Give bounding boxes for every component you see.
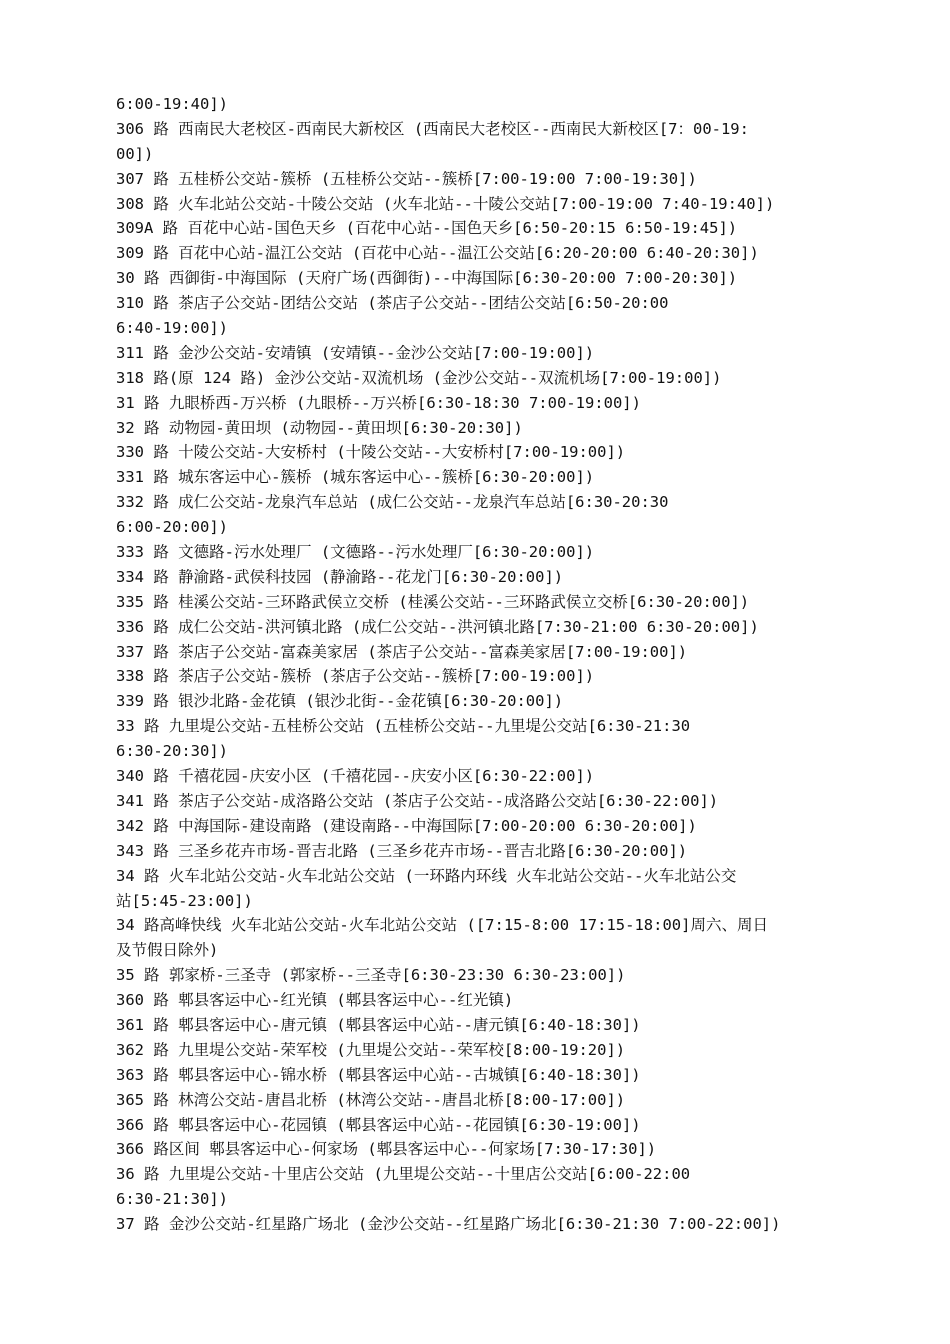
route-line: 及节假日除外) (116, 941, 219, 960)
route-line: 31 路 九眼桥西-万兴桥 (九眼桥--万兴桥[6:30-18:30 7:00-19:00]) (116, 393, 641, 412)
route-line: 330 路 十陵公交站-大安桥村 (十陵公交站--大安桥村[7:00-19:00]) (116, 443, 626, 462)
route-line: 365 路 林湾公交站-唐昌北桥 (林湾公交站--唐昌北桥[8:00-17:00]) (116, 1090, 626, 1109)
route-line: 6:40-19:00]) (116, 319, 228, 338)
route-line: 309A 路 百花中心站-国色天乡 (百花中心站--国色天乡[6:50-20:15 6:50-19:45]) (116, 219, 738, 238)
route-line: 站[5:45-23:00]) (116, 891, 253, 910)
route-line: 339 路 银沙北路-金花镇 (银沙北街--金花镇[6:30-20:00]) (116, 692, 564, 711)
route-line: 318 路(原 124 路) 金沙公交站-双流机场 (金沙公交站--双流机场[7:00-19:00]) (116, 368, 722, 387)
route-line: 362 路 九里堤公交站-荣军校 (九里堤公交站--荣军校[8:00-19:20]) (116, 1040, 626, 1059)
route-line: 335 路 桂溪公交站-三环路武侯立交桥 (桂溪公交站--三环路武侯立交桥[6:30-20:00]) (116, 592, 750, 611)
route-line: 366 路区间 郫县客运中心-何家场 (郫县客运中心--何家场[7:30-17:30]) (116, 1140, 657, 1159)
route-line: 32 路 动物园-黄田坝 (动物园--黄田坝[6:30-20:30]) (116, 418, 523, 437)
document-page (116, 92, 862, 1237)
route-line: 00]) (116, 144, 154, 163)
route-line: 33 路 九里堤公交站-五桂桥公交站 (五桂桥公交站--九里堤公交站[6:30-21:30 (116, 717, 691, 736)
route-line: 331 路 城东客运中心-簇桥 (城东客运中心--簇桥[6:30-20:00]) (116, 468, 595, 487)
route-line: 6:00-20:00]) (116, 518, 228, 537)
route-line: 343 路 三圣乡花卉市场-晋吉北路 (三圣乡花卉市场--晋吉北路[6:30-20:00]) (116, 841, 688, 860)
route-line: 337 路 茶店子公交站-富森美家居 (茶店子公交站--富森美家居[7:00-19:00]) (116, 642, 688, 661)
route-line: 342 路 中海国际-建设南路 (建设南路--中海国际[7:00-20:00 6:30-20:00]) (116, 816, 697, 835)
route-line: 338 路 茶店子公交站-簇桥 (茶店子公交站--簇桥[7:00-19:00]) (116, 667, 595, 686)
route-line: 308 路 火车北站公交站-十陵公交站 (火车北站--十陵公交站[7:00-19:00 7:40-19:40]) (116, 194, 775, 213)
route-line: 311 路 金沙公交站-安靖镇 (安靖镇--金沙公交站[7:00-19:00]) (116, 343, 595, 362)
route-line: 34 路高峰快线 火车北站公交站-火车北站公交站 ([7:15-8:00 17:15-18:00]周六、周日 (116, 916, 768, 935)
route-line: 332 路 成仁公交站-龙泉汽车总站 (成仁公交站--龙泉汽车总站[6:30-20:30 (116, 493, 669, 512)
route-line: 333 路 文德路-污水处理厂 (文德路--污水处理厂[6:30-20:00]) (116, 543, 595, 562)
route-line: 310 路 茶店子公交站-团结公交站 (茶店子公交站--团结公交站[6:50-20:00 (116, 294, 669, 313)
route-line: 363 路 郫县客运中心-锦水桥 (郫县客运中心站--古城镇[6:40-18:30]) (116, 1065, 641, 1084)
route-line: 336 路 成仁公交站-洪河镇北路 (成仁公交站--洪河镇北路[7:30-21:00 6:30-20:00]) (116, 617, 759, 636)
route-line: 341 路 茶店子公交站-成洛路公交站 (茶店子公交站--成洛路公交站[6:30-22:00]) (116, 791, 719, 810)
route-line: 334 路 静渝路-武侯科技园 (静渝路--花龙门[6:30-20:00]) (116, 567, 564, 586)
route-line: 6:30-20:30]) (116, 742, 228, 761)
route-line: 37 路 金沙公交站-红星路广场北 (金沙公交站--红星路广场北[6:30-21:30 7:00-22:00]) (116, 1215, 781, 1234)
route-line: 361 路 郫县客运中心-唐元镇 (郫县客运中心站--唐元镇[6:40-18:30]) (116, 1015, 641, 1034)
route-line: 34 路 火车北站公交站-火车北站公交站 (一环路内环线 火车北站公交站--火车北站公交 (116, 866, 737, 885)
route-line: 366 路 郫县客运中心-花园镇 (郫县客运中心站--花园镇[6:30-19:00]) (116, 1115, 641, 1134)
route-line: 306 路 西南民大老校区-西南民大新校区 (西南民大老校区--西南民大新校区[7：00-19: (116, 119, 749, 138)
route-line: 36 路 九里堤公交站-十里店公交站 (九里堤公交站--十里店公交站[6:00-22:00 (116, 1165, 691, 1184)
route-line: 309 路 百花中心站-温江公交站 (百花中心站--温江公交站[6:20-20:00 6:40-20:30]) (116, 244, 759, 263)
route-line: 6:00-19:40]) (116, 95, 228, 113)
route-line: 6:30-21:30]) (116, 1190, 228, 1209)
route-line: 360 路 郫县客运中心-红光镇 (郫县客运中心--红光镇) (116, 991, 514, 1010)
route-line: 340 路 千禧花园-庆安小区 (千禧花园--庆安小区[6:30-22:00]) (116, 767, 595, 786)
route-line: 307 路 五桂桥公交站-簇桥 (五桂桥公交站--簇桥[7:00-19:00 7:00-19:30]) (116, 169, 697, 188)
route-line: 30 路 西御街-中海国际 (天府广场(西御街)--中海国际[6:30-20:00 7:00-20:30]) (116, 269, 738, 288)
route-line: 35 路 郭家桥-三圣寺 (郭家桥--三圣寺[6:30-23:30 6:30-23:00]) (116, 966, 626, 985)
